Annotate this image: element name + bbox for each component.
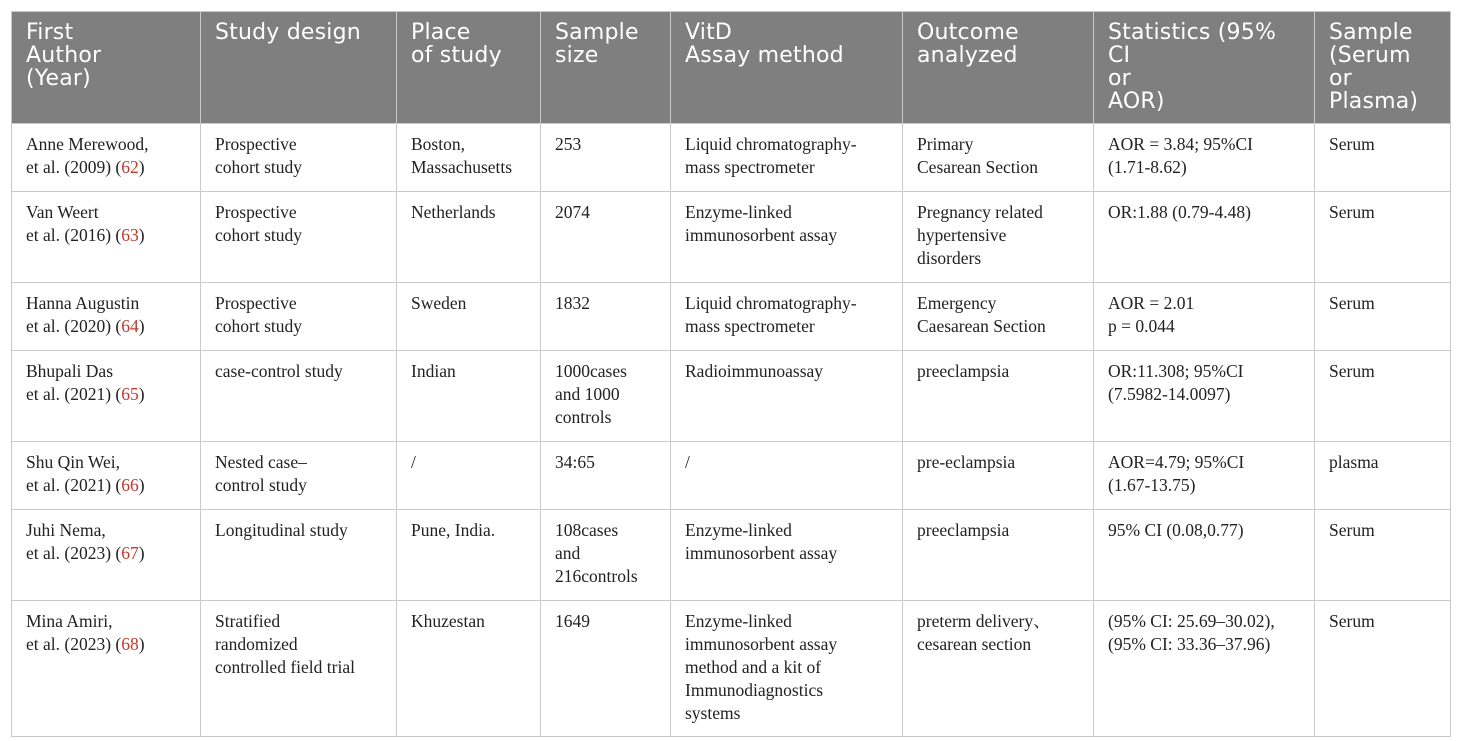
- author-cell: [12, 442, 201, 510]
- outcome-cell: preeclampsia: [903, 351, 1094, 442]
- reference-link[interactable]: 64: [121, 316, 139, 336]
- stats-cell: OR:11.308; 95%CI (7.5982-14.0097): [1094, 351, 1315, 442]
- size-cell: 1000cases and 1000 controls: [541, 351, 671, 442]
- author-text: Mina Amiri, et al. (2023) (: [26, 611, 122, 654]
- author-close: ): [138, 157, 145, 177]
- studies-table: [11, 11, 1451, 737]
- outcome-cell: Pregnancy related hypertensive disorders: [903, 192, 1094, 283]
- author-cell: [12, 192, 201, 283]
- stats-cell: AOR = 2.01 p = 0.044: [1094, 283, 1315, 351]
- outcome-cell: preterm delivery、 cesarean section: [903, 601, 1094, 737]
- author-close: ): [138, 634, 145, 654]
- header-study-design: Study design: [201, 12, 397, 124]
- place-cell: Netherlands: [397, 192, 541, 283]
- sample-cell: Serum: [1315, 283, 1451, 351]
- place-cell: Sweden: [397, 283, 541, 351]
- design-cell: Stratified randomized controlled field trial: [201, 601, 397, 737]
- design-cell: Prospective cohort study: [201, 192, 397, 283]
- design-cell: case-control study: [201, 351, 397, 442]
- design-cell: Longitudinal study: [201, 510, 397, 601]
- author-text: Bhupali Das et al. (2021) (: [26, 361, 122, 404]
- size-cell: 1649: [541, 601, 671, 737]
- header-assay-method: VitD Assay method: [671, 12, 903, 124]
- stats-cell: OR:1.88 (0.79-4.48): [1094, 192, 1315, 283]
- author-text: Hanna Augustin et al. (2020) (: [26, 293, 140, 336]
- stats-cell: AOR = 3.84; 95%CI (1.71-8.62): [1094, 124, 1315, 192]
- table-row: [12, 510, 1451, 601]
- outcome-cell: preeclampsia: [903, 510, 1094, 601]
- design-cell: Prospective cohort study: [201, 124, 397, 192]
- author-text: Juhi Nema, et al. (2023) (: [26, 520, 122, 563]
- header-first-author: First Author (Year): [12, 12, 201, 124]
- author-cell: [12, 124, 201, 192]
- outcome-cell: pre-eclampsia: [903, 442, 1094, 510]
- reference-link[interactable]: 65: [121, 384, 139, 404]
- assay-cell: Liquid chromatography- mass spectrometer: [671, 283, 903, 351]
- header-place-of-study: Place of study: [397, 12, 541, 124]
- assay-cell: Liquid chromatography- mass spectrometer: [671, 124, 903, 192]
- header-outcome: Outcome analyzed: [903, 12, 1094, 124]
- sample-cell: Serum: [1315, 601, 1451, 737]
- header-sample-size: Sample size: [541, 12, 671, 124]
- stats-cell: AOR=4.79; 95%CI (1.67-13.75): [1094, 442, 1315, 510]
- sample-cell: Serum: [1315, 351, 1451, 442]
- assay-cell: Enzyme-linked immunosorbent assay method and a kit of Immunodiagnostics systems: [671, 601, 903, 737]
- author-close: ): [138, 384, 145, 404]
- place-cell: /: [397, 442, 541, 510]
- author-cell: [12, 601, 201, 737]
- sample-cell: plasma: [1315, 442, 1451, 510]
- header-statistics: Statistics (95% CI or AOR): [1094, 12, 1315, 124]
- place-cell: Pune, India.: [397, 510, 541, 601]
- sample-cell: Serum: [1315, 124, 1451, 192]
- author-text: Van Weert et al. (2016) (: [26, 202, 122, 245]
- reference-link[interactable]: 63: [121, 225, 139, 245]
- place-cell: Indian: [397, 351, 541, 442]
- author-text: Shu Qin Wei, et al. (2021) (: [26, 452, 122, 495]
- place-cell: Boston, Massachusetts: [397, 124, 541, 192]
- assay-cell: Enzyme-linked immunosorbent assay: [671, 192, 903, 283]
- size-cell: 253: [541, 124, 671, 192]
- author-cell: [12, 351, 201, 442]
- assay-cell: /: [671, 442, 903, 510]
- stats-cell: 95% CI (0.08,0.77): [1094, 510, 1315, 601]
- table-row: [12, 351, 1451, 442]
- table-row: [12, 601, 1451, 737]
- table-row: [12, 442, 1451, 510]
- table-row: [12, 283, 1451, 351]
- author-close: ): [138, 316, 145, 336]
- outcome-cell: Primary Cesarean Section: [903, 124, 1094, 192]
- author-text: Anne Merewood, et al. (2009) (: [26, 134, 149, 177]
- reference-link[interactable]: 67: [121, 543, 139, 563]
- outcome-cell: Emergency Caesarean Section: [903, 283, 1094, 351]
- author-cell: [12, 283, 201, 351]
- design-cell: Nested case– control study: [201, 442, 397, 510]
- size-cell: 108cases and 216controls: [541, 510, 671, 601]
- author-close: ): [138, 543, 145, 563]
- table-row: [12, 192, 1451, 283]
- assay-cell: Enzyme-linked immunosorbent assay: [671, 510, 903, 601]
- author-cell: [12, 510, 201, 601]
- author-close: ): [138, 475, 145, 495]
- stats-cell: (95% CI: 25.69–30.02), (95% CI: 33.36–37.96): [1094, 601, 1315, 737]
- reference-link[interactable]: 68: [121, 634, 139, 654]
- table-row: [12, 124, 1451, 192]
- reference-link[interactable]: 66: [121, 475, 139, 495]
- assay-cell: Radioimmunoassay: [671, 351, 903, 442]
- design-cell: Prospective cohort study: [201, 283, 397, 351]
- reference-link[interactable]: 62: [121, 157, 139, 177]
- header-sample-type: Sample (Serum or Plasma): [1315, 12, 1451, 124]
- size-cell: 2074: [541, 192, 671, 283]
- place-cell: Khuzestan: [397, 601, 541, 737]
- author-close: ): [138, 225, 145, 245]
- sample-cell: Serum: [1315, 192, 1451, 283]
- size-cell: 1832: [541, 283, 671, 351]
- size-cell: 34:65: [541, 442, 671, 510]
- sample-cell: Serum: [1315, 510, 1451, 601]
- table-header-row: [12, 12, 1451, 124]
